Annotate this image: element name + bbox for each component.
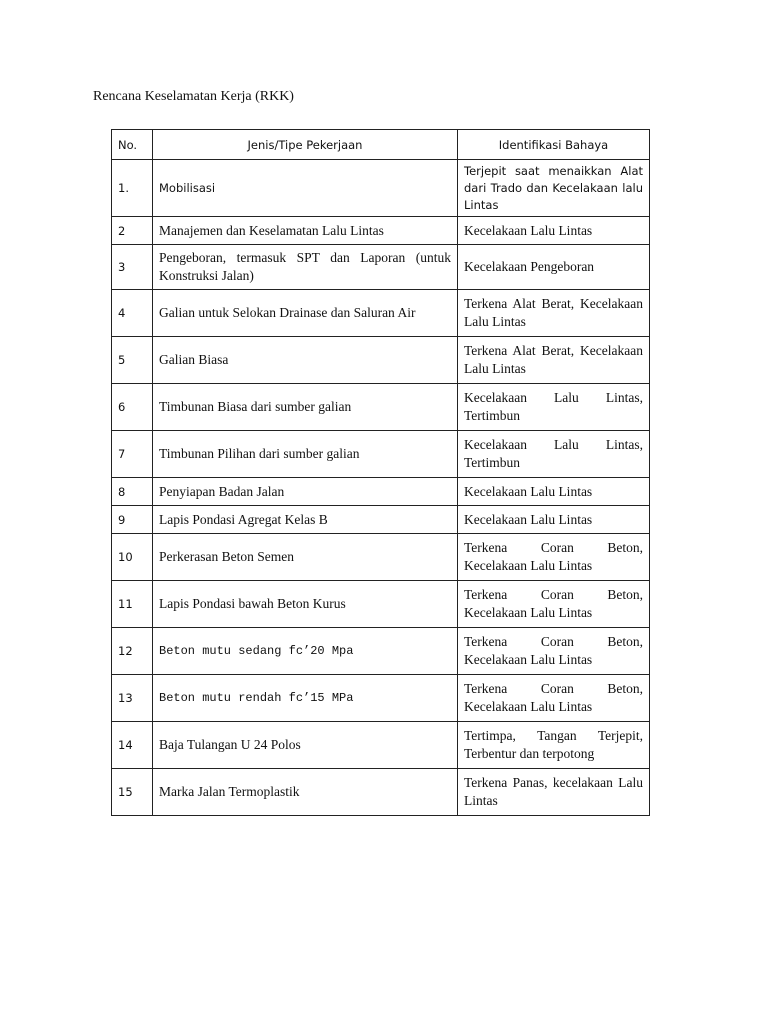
header-hazard: Identifikasi Bahaya	[458, 130, 650, 160]
row-job: Beton mutu rendah fc’15 MPa	[153, 675, 458, 722]
table-row	[112, 581, 650, 628]
table-row	[112, 628, 650, 675]
table-row	[112, 478, 650, 506]
table-row	[112, 217, 650, 245]
row-job: Penyiapan Badan Jalan	[153, 478, 458, 506]
rkk-table	[111, 129, 650, 816]
row-job: Timbunan Pilihan dari sumber galian	[153, 431, 458, 478]
row-hazard: Terjepit saat menaikkan Alat dari Trado dan Kecelakaan lalu Lintas	[458, 160, 650, 217]
header-no: No.	[112, 130, 153, 160]
table-header-row	[112, 130, 650, 160]
table-row	[112, 384, 650, 431]
table-row	[112, 245, 650, 290]
row-no: 14	[112, 722, 153, 769]
row-job: Manajemen dan Keselamatan Lalu Lintas	[153, 217, 458, 245]
row-no: 9	[112, 506, 153, 534]
row-hazard: Terkena Coran Beton, Kecelakaan Lalu Lintas	[458, 675, 650, 722]
row-hazard: Terkena Coran Beton, Kecelakaan Lalu Lintas	[458, 581, 650, 628]
table-row	[112, 506, 650, 534]
row-no: 7	[112, 431, 153, 478]
row-hazard: Terkena Coran Beton, Kecelakaan Lalu Lintas	[458, 628, 650, 675]
row-hazard: Terkena Alat Berat, Kecelakaan Lalu Lintas	[458, 337, 650, 384]
row-job: Mobilisasi	[153, 160, 458, 217]
row-hazard: Kecelakaan Lalu Lintas, Tertimbun	[458, 384, 650, 431]
row-hazard: Kecelakaan Lalu Lintas	[458, 478, 650, 506]
table-row	[112, 534, 650, 581]
document-title: Rencana Keselamatan Kerja (RKK)	[93, 89, 294, 104]
header-job-type: Jenis/Tipe Pekerjaan	[153, 130, 458, 160]
row-hazard: Terkena Panas, kecelakaan Lalu Lintas	[458, 769, 650, 816]
table-row	[112, 769, 650, 816]
row-hazard: Terkena Alat Berat, Kecelakaan Lalu Lintas	[458, 290, 650, 337]
row-hazard: Kecelakaan Pengeboran	[458, 245, 650, 290]
row-no: 15	[112, 769, 153, 816]
row-no: 10	[112, 534, 153, 581]
row-no: 5	[112, 337, 153, 384]
table-row	[112, 290, 650, 337]
row-job: Lapis Pondasi bawah Beton Kurus	[153, 581, 458, 628]
row-job: Timbunan Biasa dari sumber galian	[153, 384, 458, 431]
row-no: 4	[112, 290, 153, 337]
row-no: 2	[112, 217, 153, 245]
row-job: Baja Tulangan U 24 Polos	[153, 722, 458, 769]
row-no: 6	[112, 384, 153, 431]
row-no: 3	[112, 245, 153, 290]
table-row	[112, 337, 650, 384]
table-row	[112, 431, 650, 478]
row-job: Marka Jalan Termoplastik	[153, 769, 458, 816]
row-job: Galian Biasa	[153, 337, 458, 384]
table-row	[112, 722, 650, 769]
row-hazard: Kecelakaan Lalu Lintas	[458, 217, 650, 245]
row-no: 12	[112, 628, 153, 675]
row-hazard: Terkena Coran Beton, Kecelakaan Lalu Lintas	[458, 534, 650, 581]
row-job: Lapis Pondasi Agregat Kelas B	[153, 506, 458, 534]
row-no: 8	[112, 478, 153, 506]
row-job: Pengeboran, termasuk SPT dan Laporan (untuk Konstruksi Jalan)	[153, 245, 458, 290]
row-hazard: Tertimpa, Tangan Terjepit, Terbentur dan terpotong	[458, 722, 650, 769]
table-row	[112, 160, 650, 217]
row-hazard: Kecelakaan Lalu Lintas, Tertimbun	[458, 431, 650, 478]
row-job: Beton mutu sedang fc’20 Mpa	[153, 628, 458, 675]
row-no: 1.	[112, 160, 153, 217]
row-no: 13	[112, 675, 153, 722]
table-row	[112, 675, 650, 722]
row-hazard: Kecelakaan Lalu Lintas	[458, 506, 650, 534]
row-job: Galian untuk Selokan Drainase dan Saluran Air	[153, 290, 458, 337]
row-job: Perkerasan Beton Semen	[153, 534, 458, 581]
row-no: 11	[112, 581, 153, 628]
